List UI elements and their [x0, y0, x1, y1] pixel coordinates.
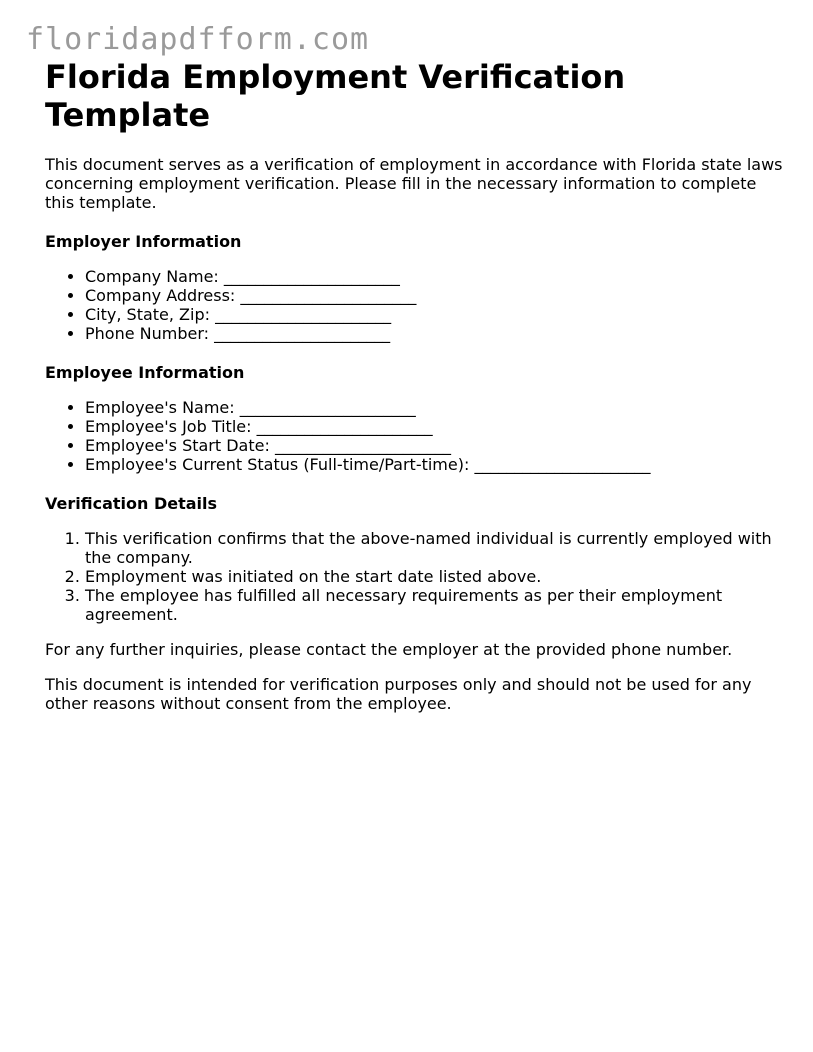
list-item: • Company Name: ______________________: [85, 267, 785, 286]
employee-section-heading: Employee Information: [45, 363, 245, 382]
verification-section-heading: Verification Details: [45, 494, 218, 513]
intro-paragraph: This document serves as a verification of employment in accordance with Florida state laws concerning employment verification. Please fill in the necessary information to complete this template.: [45, 155, 783, 212]
verification-details-list: [45, 529, 785, 624]
list-item: • City, State, Zip: ______________________: [85, 305, 785, 324]
employer-section-heading: Employer Information: [45, 232, 242, 251]
list-item: • Employee's Start Date: ______________________: [85, 436, 785, 455]
list-item: • Employee's Name: ______________________: [85, 398, 785, 417]
closing-paragraph-contact: For any further inquiries, please contact the employer at the provided phone number.: [45, 640, 733, 659]
list-item: 1. This verification confirms that the above-named individual is currently employed with the company.: [85, 529, 785, 567]
document-body: [45, 58, 785, 729]
list-item: 2. Employment was initiated on the start date listed above.: [85, 567, 785, 586]
watermark: floridapdfform.com: [26, 22, 370, 57]
list-item: • Phone Number: ______________________: [85, 324, 785, 343]
list-item: • Company Address: ______________________: [85, 286, 785, 305]
list-item: • Employee's Job Title: ______________________: [85, 417, 785, 436]
page-title: Florida Employment Verification Template: [45, 58, 626, 134]
employee-info-list: [45, 398, 785, 474]
list-item: 3. The employee has fulfilled all necessary requirements as per their employment agreement.: [85, 586, 785, 624]
closing-paragraph-disclaimer: This document is intended for verification purposes only and should not be used for any other reasons without consent from the employee.: [45, 675, 752, 713]
list-item: • Employee's Current Status (Full-time/Part-time): ______________________: [85, 455, 785, 474]
employer-info-list: [45, 267, 785, 343]
